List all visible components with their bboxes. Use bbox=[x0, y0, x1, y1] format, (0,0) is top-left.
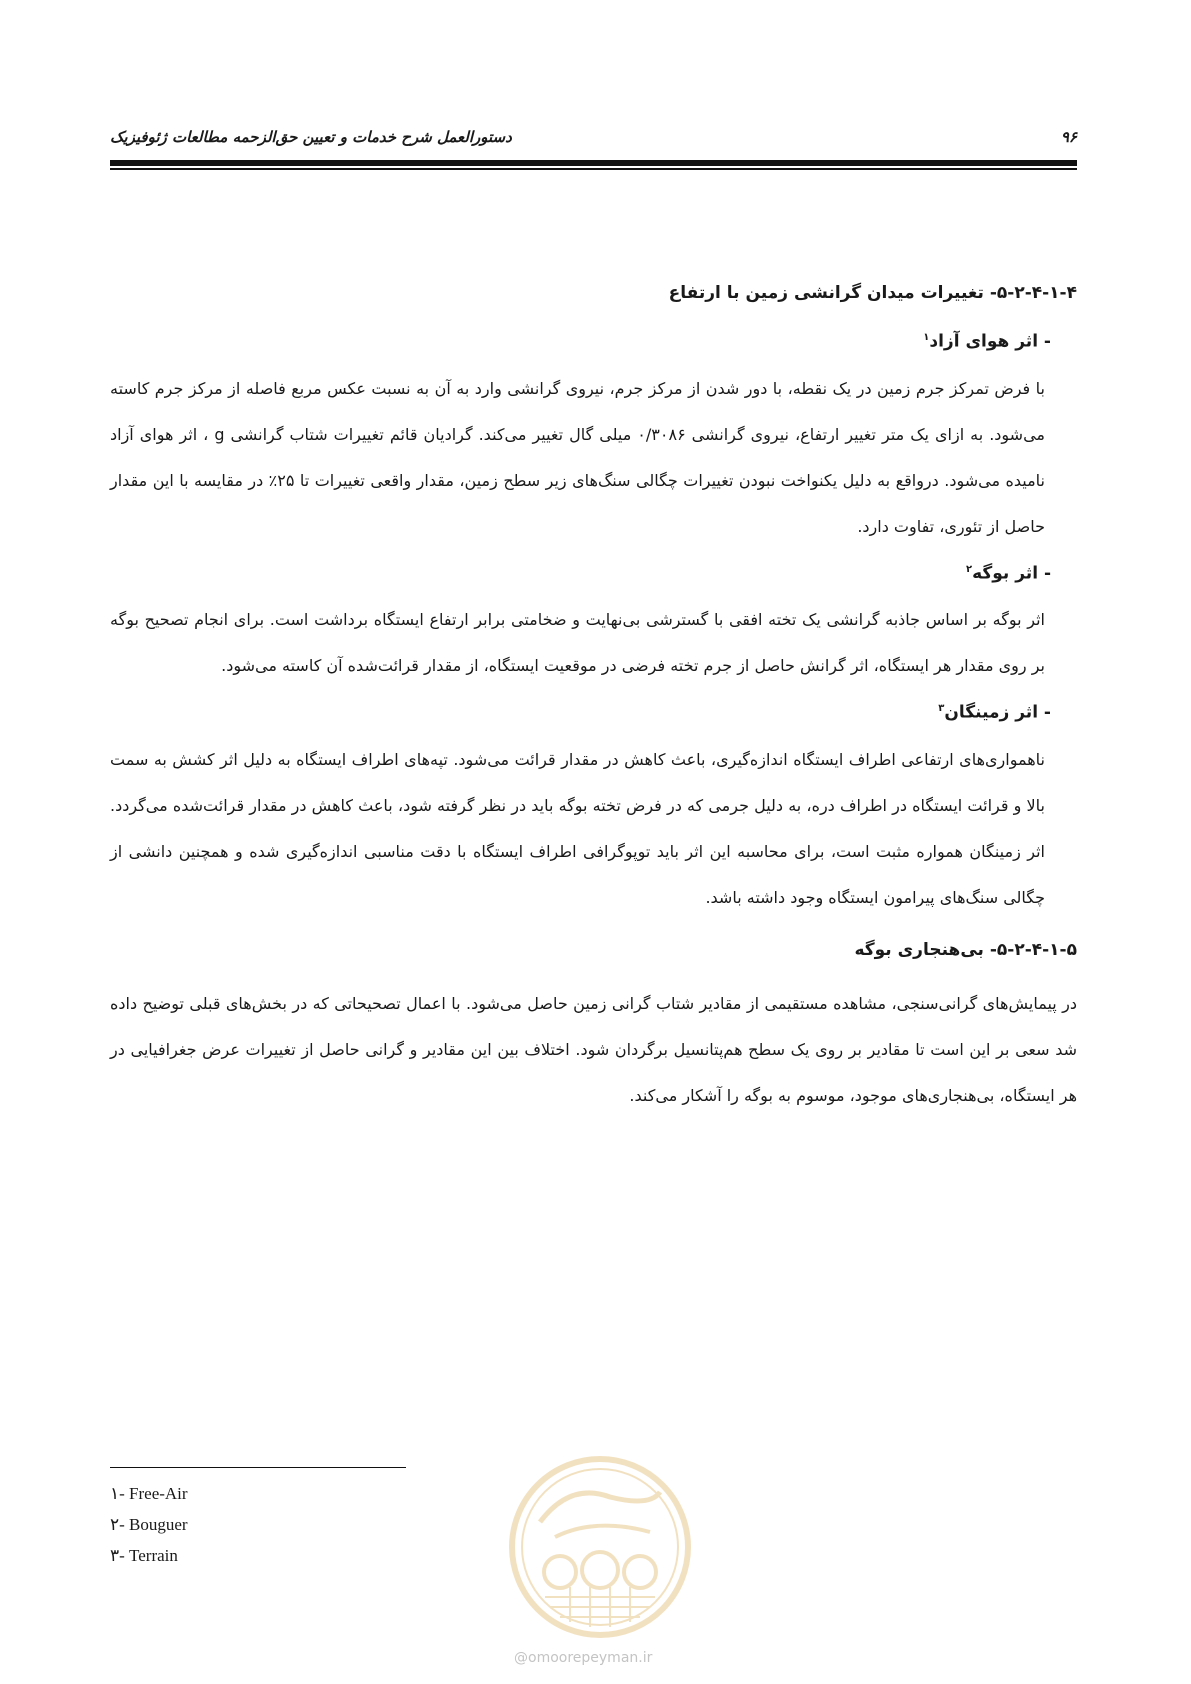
running-title: دستورالعمل شرح خدمات و تعیین حق‌الزحمه مطالعات ژئوفیزیک bbox=[110, 128, 512, 146]
watermark-url: @omoorepeyman.ir bbox=[514, 1650, 653, 1666]
footnote-ref-2: ۲ bbox=[965, 563, 973, 575]
header-rule-thin bbox=[110, 168, 1077, 170]
footnotes bbox=[110, 1478, 188, 1571]
main-content bbox=[110, 280, 1077, 1125]
footnote-2: ۲- Bouguer bbox=[110, 1515, 188, 1534]
watermark-logo bbox=[500, 1452, 700, 1642]
paragraph-bouguer: اثر بوگه بر اساس جاذبه گرانشی یک تخته افقی با گسترشی بی‌نهایت و ضخامتی برابر ارتفاع ایستگاه برداشت است. برای انجام تصحیح بوگه بر روی مقدار هر ایستگاه، اثر گرانش حاصل از جرم تخته فرضی در موقعیت ایستگاه، از مقدار قرائت‌شده آن کاسته می‌شود. bbox=[110, 610, 1045, 676]
footnote-ref-1: ۱ bbox=[923, 332, 930, 343]
section-heading-gravity-elevation: ۵-۲-۴-۱-۴- تغییرات میدان گرانشی زمین با ارتفاع bbox=[668, 283, 1077, 303]
spacer bbox=[110, 927, 1077, 937]
footnote-1: ۱- Free-Air bbox=[110, 1484, 188, 1503]
footnote-3: ۳- Terrain bbox=[110, 1546, 178, 1565]
subheading-free-air bbox=[110, 324, 1077, 356]
paragraph-terrain: ناهمواری‌های ارتفاعی اطراف ایستگاه اندازه‌گیری، باعث کاهش در مقدار قرائت می‌شود. تپه‌های اطراف ایستگاه به دلیل اثر کشش به سمت بالا و قرائت ایستگاه در اطراف دره، به دلیل جرمی که در فرض تخته بوگه باید در نظر گرفته شود، باعث کاهش در مقدار قرائت‌شده می‌گردد. اثر زمینگان همواره مثبت است، برای محاسبه این اثر باید توپوگرافی اطراف ایستگاه با دقت مناسبی اندازه‌گیری شده و همچنین دانشی از چگالی سنگ‌های پیرامون ایستگاه وجود داشته باشد. bbox=[110, 749, 1045, 907]
footnote-rule bbox=[110, 1467, 406, 1468]
paragraph-bouguer-anomaly: در پیمایش‌های گرانی‌سنجی، مشاهده مستقیمی از مقادیر شتاب گرانی زمین حاصل می‌شود. با اعمال تصحیحاتی که در بخش‌های قبلی توضیح داده شد سعی بر این است تا مقادیر بر روی یک سطح هم‌پتانسیل برگردان شود. اختلاف بین این مقادیر و گرانی حاصل از تغییرات عرض جغرافیایی در هر ایستگاه، بی‌هنجاری‌های موجود، موسوم به بوگه را آشکار می‌کند. bbox=[110, 993, 1077, 1105]
subheading-bouguer bbox=[110, 556, 1077, 588]
header-rule-thick bbox=[110, 160, 1077, 166]
subheading-terrain bbox=[110, 695, 1077, 727]
subheading-terrain-title: - اثر زمینگان bbox=[944, 702, 1051, 723]
paragraph-free-air: با فرض تمرکز جرم زمین در یک نقطه، با دور شدن از مرکز جرم، نیروی گرانشی وارد به آن به نسبت عکس مربع فاصله از مرکز جرم کاسته می‌شود. به ازای یک متر تغییر ارتفاع، نیروی گرانشی ۰/۳۰۸۶ میلی گال تغییر می‌کند. گرادیان قائم تغییرات شتاب گرانشی g ، اثر هوای آزاد نامیده می‌شود. درواقع به دلیل یکنواخت نبودن تغییرات چگالی سنگ‌های زیر سطح زمین، مقدار واقعی تغییرات تا ۲۵٪ در مقایسه با این مقدار حاصل از تئوری، تفاوت دارد. bbox=[110, 378, 1046, 536]
subheading-bouguer-title: - اثر بوگه bbox=[972, 563, 1051, 584]
section-heading-bouguer-anomaly: ۵-۲-۴-۱-۵- بی‌هنجاری بوگه bbox=[854, 939, 1077, 960]
page-number: ۹۶ bbox=[1060, 128, 1077, 146]
page-header bbox=[110, 128, 1077, 152]
subheading-free-air-title: - اثر هوای آزاد bbox=[929, 331, 1051, 352]
footnote-ref-3: ۳ bbox=[938, 703, 945, 715]
